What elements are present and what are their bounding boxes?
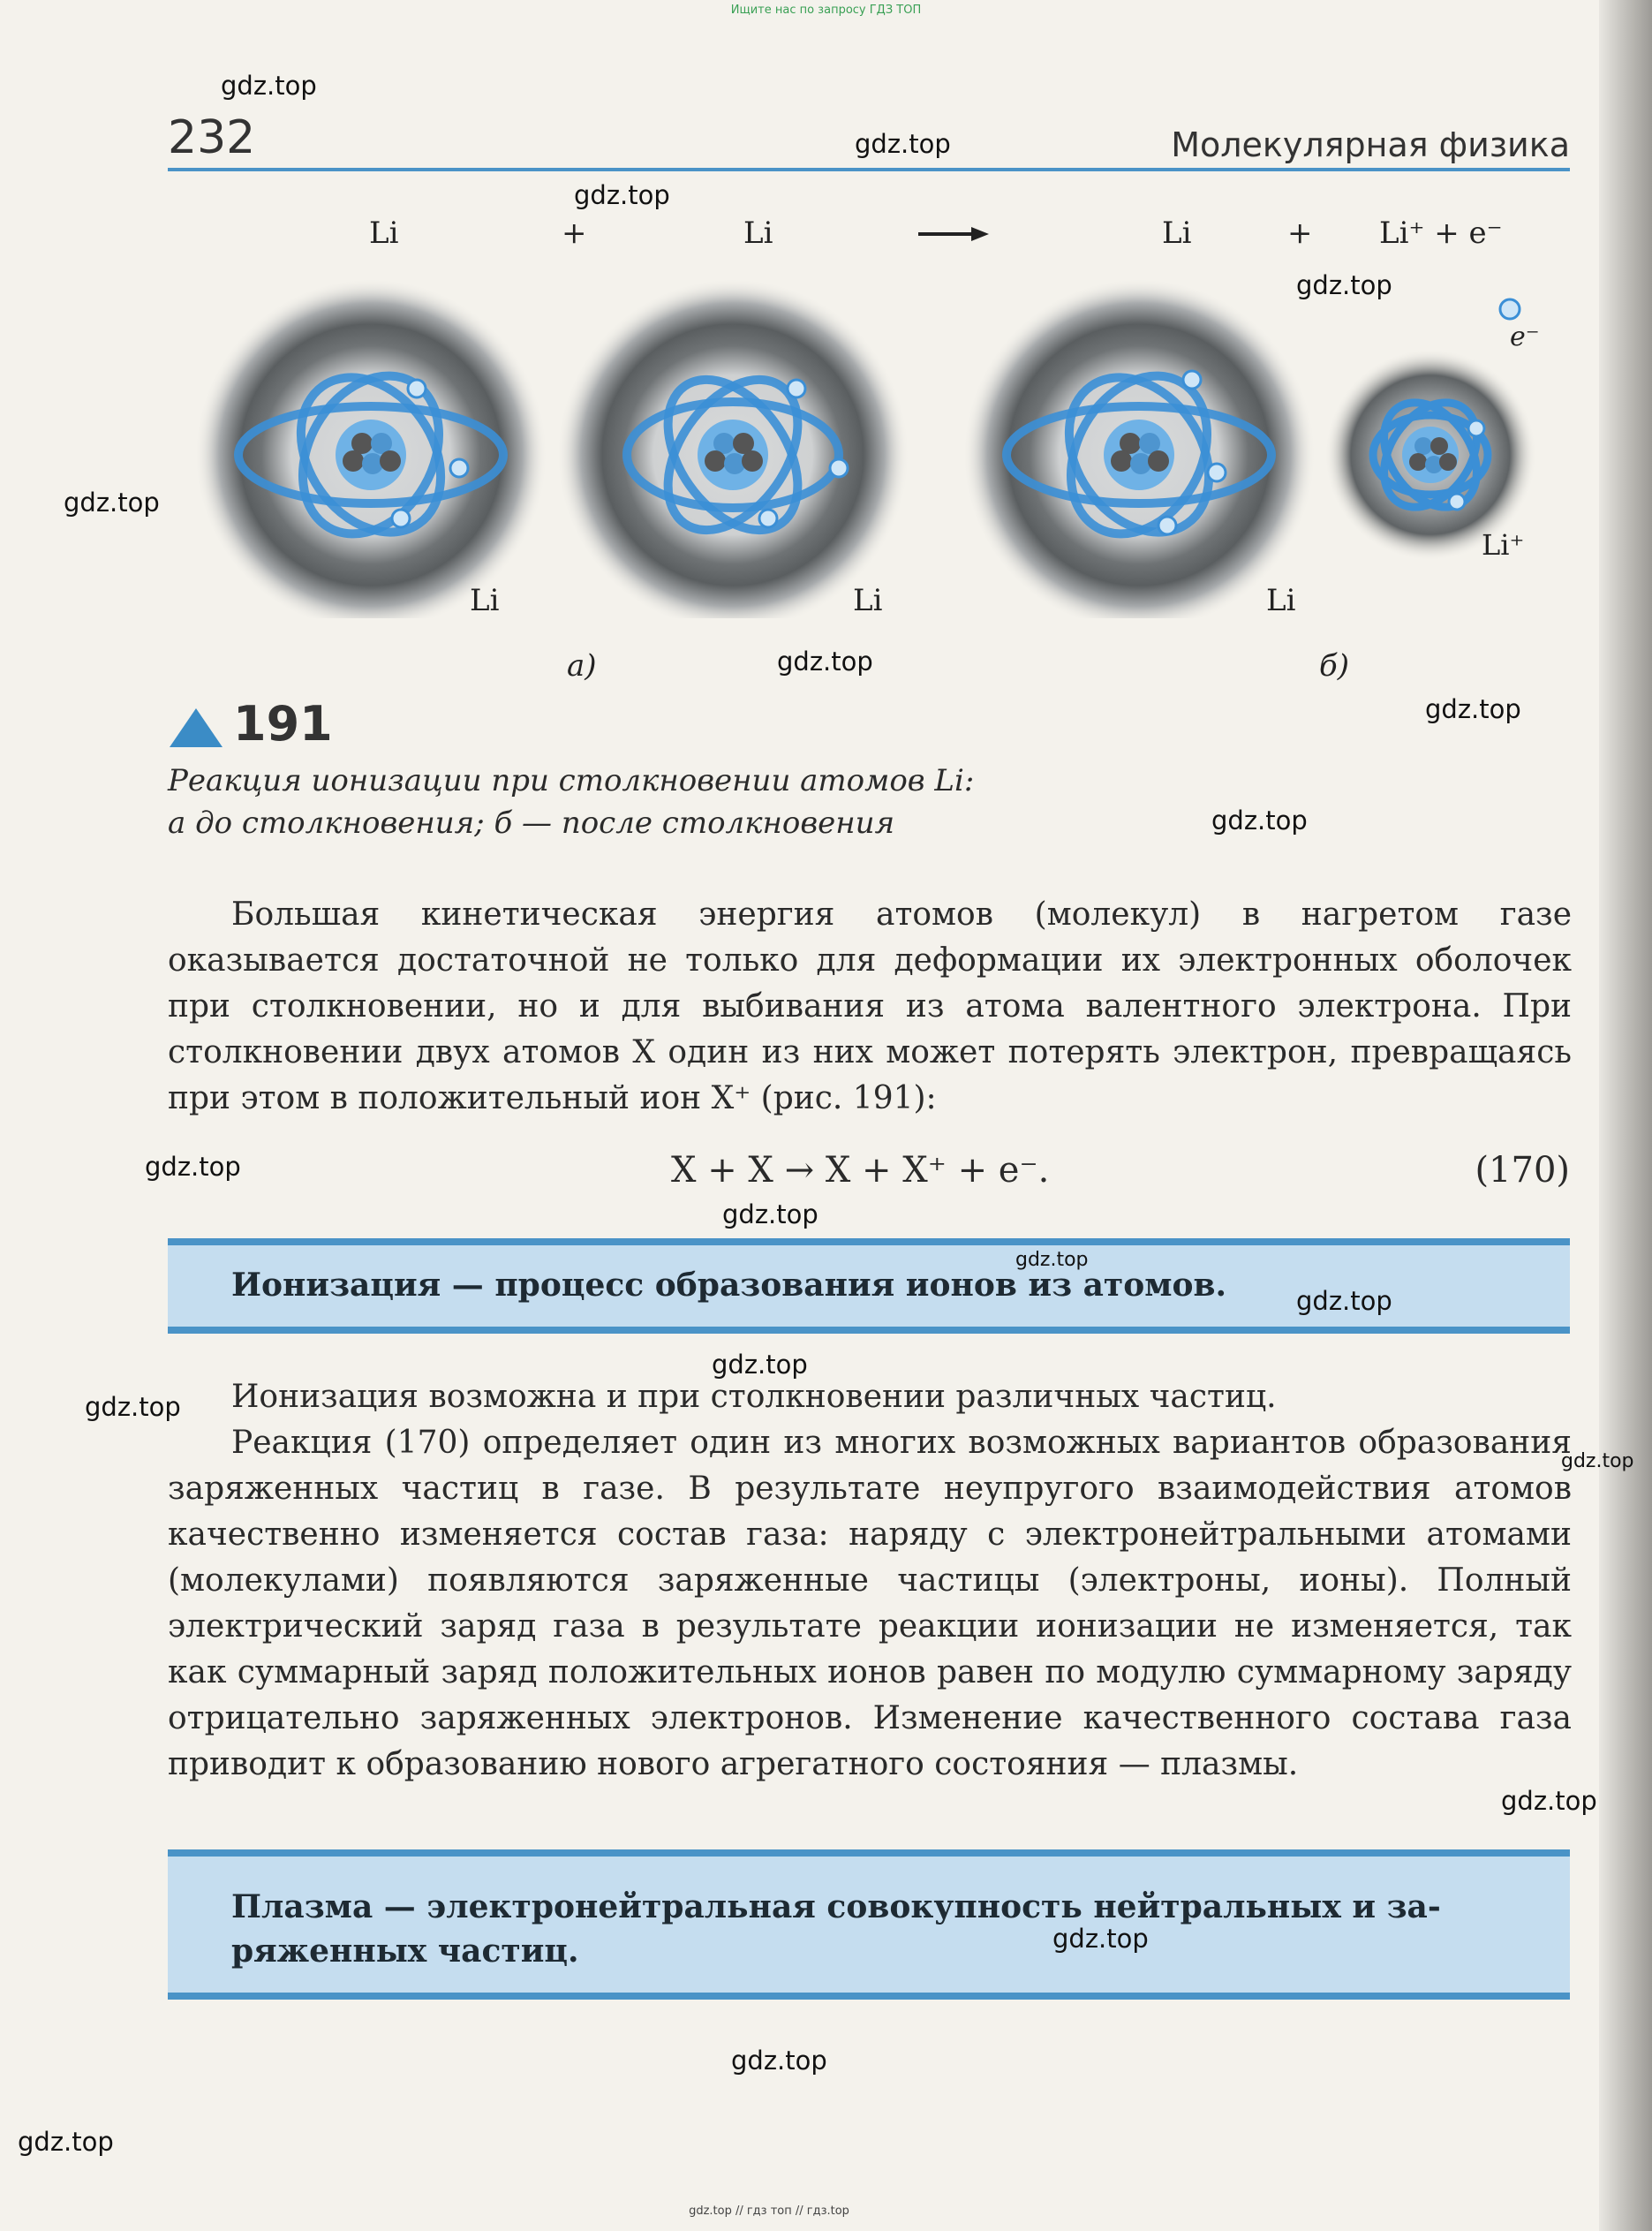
label-plus-2: +: [1287, 216, 1313, 251]
watermark: gdz.top: [221, 71, 317, 101]
watermark: gdz.top: [1015, 1249, 1089, 1271]
label-plus-1: +: [562, 216, 587, 251]
paragraph-3: Реакция (170) определяет один из многих возможных вариантов образования заряженных частиц в газе. В результате неупругого взаимодействия атомов качественно изменяется состав газа: наряду с электронейтральными атомами (молекулами) появляются заряженные частицы (электроны, ионы). Полный электрический заряд газа в результате реакции ионизации не изменяется, так как суммарный заряд положительных ионов равен по модулю суммарному заряду отрицательно заряженных электронов. Изменение качественного состава газа приводит к образованию нового агрегатного состояния — плазмы.: [168, 1425, 1572, 1782]
atom-li-2: [556, 278, 909, 618]
watermark: gdz.top: [731, 2046, 827, 2076]
watermark: gdz.top: [722, 1199, 818, 1229]
equation: X + X → X + X⁺ + e⁻.: [671, 1150, 1050, 1191]
atom-li-3: [962, 278, 1316, 618]
book-spine-shadow: [1599, 0, 1652, 2231]
label-li-1: Li: [369, 216, 399, 251]
watermark: gdz.top: [1561, 1450, 1634, 1472]
free-electron: [1500, 299, 1520, 319]
figure-marker-icon: [170, 708, 223, 747]
definition-plasma-line-2: ряженных частиц.: [231, 1932, 579, 1970]
definition-ionization: Ионизация — процесс образования ионов из атомов.: [231, 1267, 1227, 1304]
equation-number: (170): [1475, 1150, 1570, 1191]
watermark: gdz.top: [712, 1350, 808, 1380]
box-bottom-line: [168, 1993, 1570, 2000]
watermark: gdz.top: [18, 2127, 114, 2157]
watermark: gdz.top: [1296, 1286, 1392, 1316]
top-note: Ищите нас по запросу ГДЗ ТОП: [730, 4, 922, 17]
box-top-line: [168, 1238, 1570, 1245]
ion-label: Li⁺: [1482, 528, 1525, 562]
figure-number: 191: [233, 696, 333, 752]
paragraph-2: Ионизация возможна и при столкновении различных частиц.: [231, 1379, 1277, 1415]
running-head: Молекулярная физика: [1171, 125, 1570, 164]
reaction-arrow: [918, 227, 989, 241]
caption-line-1: Реакция ионизации при столкновении атомов Li:: [168, 763, 975, 798]
page-number: 232: [168, 111, 256, 164]
watermark: gdz.top: [777, 647, 873, 677]
label-li-3: Li: [1162, 216, 1192, 251]
box-top-line: [168, 1849, 1570, 1857]
definition-plasma-line-1: Плазма — электронейтральная совокупность нейтральных и за-: [231, 1888, 1441, 1925]
paragraph-1: Большая кинетическая энергия атомов (молекул) в нагретом газе оказывается достаточной не только для деформации их электронных оболочек при столкновении, но и для выбивания из атома валентного электрона. При столкновении двух атомов X один из них может потерять электрон, превращаясь при этом в положительный ион X⁺ (рис. 191):: [168, 896, 1572, 1116]
label-li-bottom-1: Li: [470, 583, 500, 618]
caption-line-2: а до столкновения; б — после столкновения: [168, 805, 895, 841]
watermark: gdz.top: [855, 129, 951, 159]
watermark: gdz.top: [85, 1392, 181, 1422]
label-li-2: Li: [743, 216, 773, 251]
watermark: gdz.top: [1052, 1924, 1149, 1954]
bottom-note: gdz.top // гдз топ // гдз.top: [689, 2205, 849, 2218]
atom-li-1: [194, 278, 547, 618]
watermark: gdz.top: [145, 1152, 241, 1182]
watermark: gdz.top: [64, 488, 160, 518]
label-li-bottom-3: Li: [1266, 583, 1296, 618]
header-rule: [168, 168, 1570, 171]
watermark: gdz.top: [1211, 805, 1308, 836]
watermark: gdz.top: [574, 180, 670, 210]
watermark: gdz.top: [1501, 1786, 1597, 1816]
watermark: gdz.top: [1425, 694, 1521, 724]
definition-plasma: [231, 1885, 1441, 1973]
watermark: gdz.top: [1296, 270, 1392, 300]
electron-label: e⁻: [1510, 321, 1540, 352]
sublabel-b: б): [1319, 648, 1350, 684]
sublabel-a: а): [567, 648, 597, 684]
definition-box-plasma: [168, 1849, 1570, 2000]
box-bottom-line: [168, 1327, 1570, 1334]
label-products: Li⁺ + e⁻: [1379, 216, 1503, 251]
label-li-bottom-2: Li: [853, 583, 883, 618]
